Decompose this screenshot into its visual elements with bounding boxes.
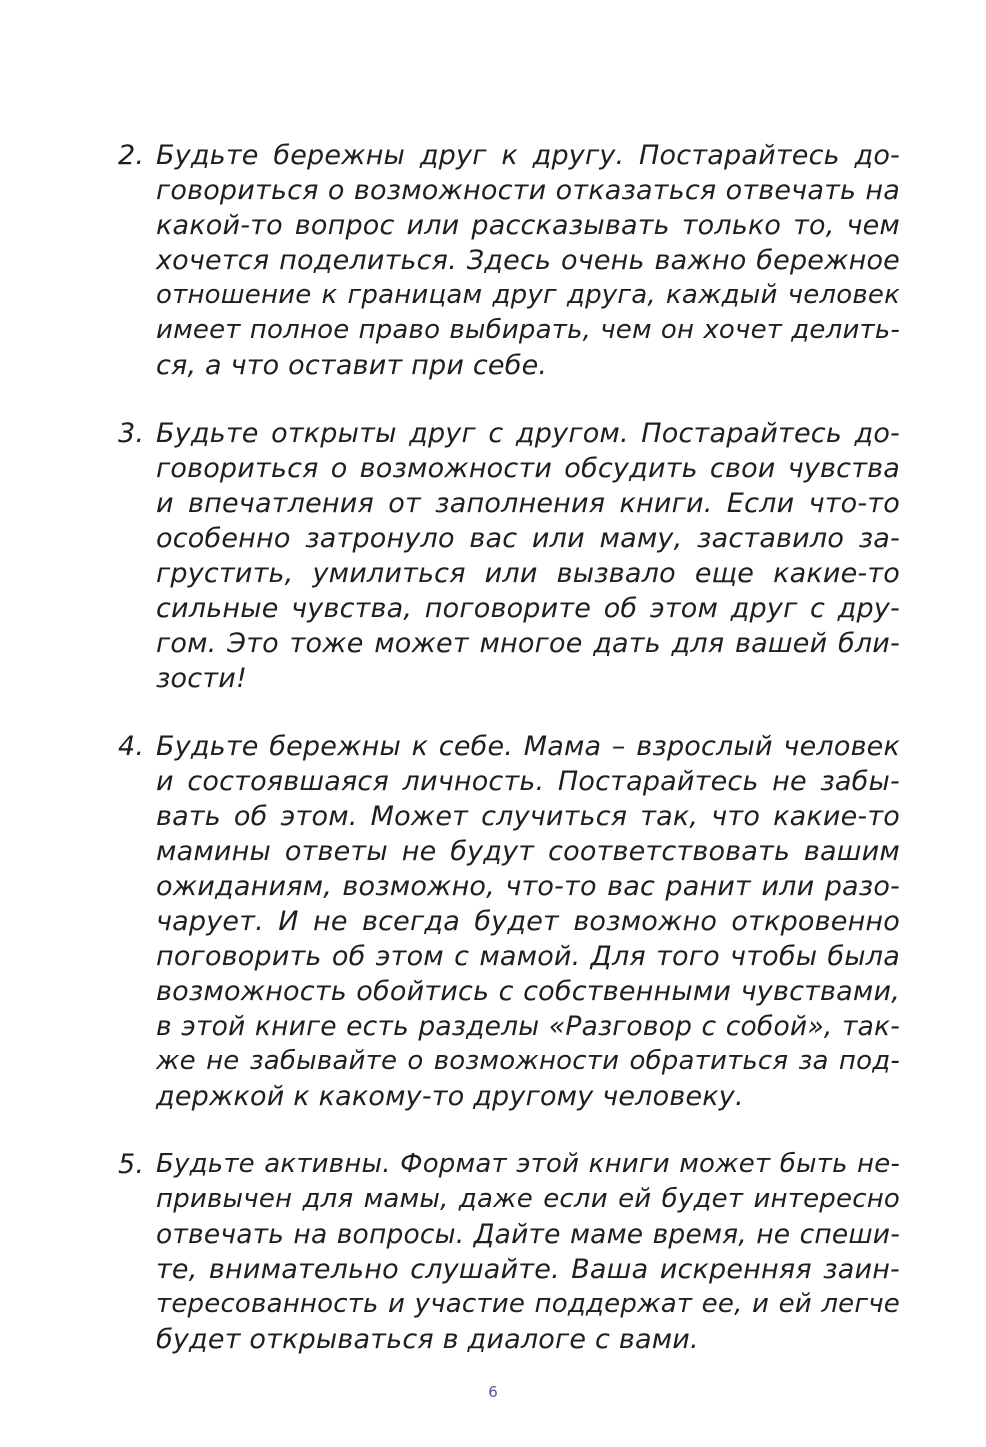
list-item-text [156,138,900,383]
list-item-text [156,729,900,1114]
list-item-number: 3. [118,418,145,449]
text-line: в этой книге есть разделы «Разговор с собой», так- [156,1011,900,1042]
list-item-number: 5. [118,1149,145,1180]
list-item-number: 2. [118,140,145,171]
text-line: гом. Это тоже может многое дать для вашей бли- [156,628,900,659]
text-line: хочется поделиться. Здесь очень важно бережное [156,245,900,276]
list-item-text [156,416,900,696]
text-line: привычен для мамы, даже если ей будет интересно [156,1184,900,1214]
text-line: отвечать на вопросы. Дайте маме время, не спеши- [156,1219,900,1250]
text-line: чарует. И не всегда будет возможно откровенно [156,906,900,937]
text-line: Будьте активны. Формат этой книги может быть не- [156,1149,900,1179]
text-line: Будьте открыты друг с другом. Постарайтесь до- [156,418,900,449]
list-item-text [156,1147,900,1357]
text-line: грустить, умилиться или вызвало еще какие-то [156,558,900,589]
text-line: мамины ответы не будут соответствовать вашим [156,836,900,867]
text-line: особенно затронуло вас или маму, заставило за- [156,523,900,554]
text-line: Будьте бережны к себе. Мама – взрослый человек [156,731,900,762]
text-line: зости! [156,663,248,694]
list-item [118,416,900,696]
text-line: возможность обойтись с собственными чувствами, [156,976,900,1007]
text-line: имеет полное право выбирать, чем он хочет делить- [156,315,900,345]
list-item [118,1147,900,1357]
page-number: 6 [488,1383,498,1401]
list-item [118,729,900,1114]
text-line: какой-то вопрос или рассказывать только то, чем [156,210,900,241]
list-item-number: 4. [118,731,145,762]
text-line: говориться о возможности отказаться отвечать на [156,175,900,206]
text-line: ся, а что оставит при себе. [156,350,548,381]
text-line: же не забывайте о возможности обратиться за под- [156,1046,900,1076]
text-line: будет открываться в диалоге с вами. [156,1324,699,1355]
text-line: сильные чувства, поговорите об этом друг с дру- [156,593,900,624]
text-line: и состоявшаяся личность. Постарайтесь не забы- [156,766,900,797]
text-line: тересованность и участие поддержат ее, и ей легче [156,1289,900,1319]
text-line: ожиданиям, возможно, что-то вас ранит или разо- [156,871,900,902]
text-line: поговорить об этом с мамой. Для того чтобы была [156,941,900,972]
text-line: держкой к какому-то другому человеку. [156,1081,744,1112]
advice-list [118,138,900,1390]
list-item [118,138,900,383]
text-line: те, внимательно слушайте. Ваша искренняя заин- [156,1254,900,1285]
text-line: Будьте бережны друг к другу. Постарайтесь до- [156,140,900,171]
text-line: вать об этом. Может случиться так, что какие-то [156,801,900,832]
text-line: говориться о возможности обсудить свои чувства [156,453,900,484]
text-line: и впечатления от заполнения книги. Если что-то [156,488,900,519]
text-line: отношение к границам друг друга, каждый человек [156,280,900,310]
